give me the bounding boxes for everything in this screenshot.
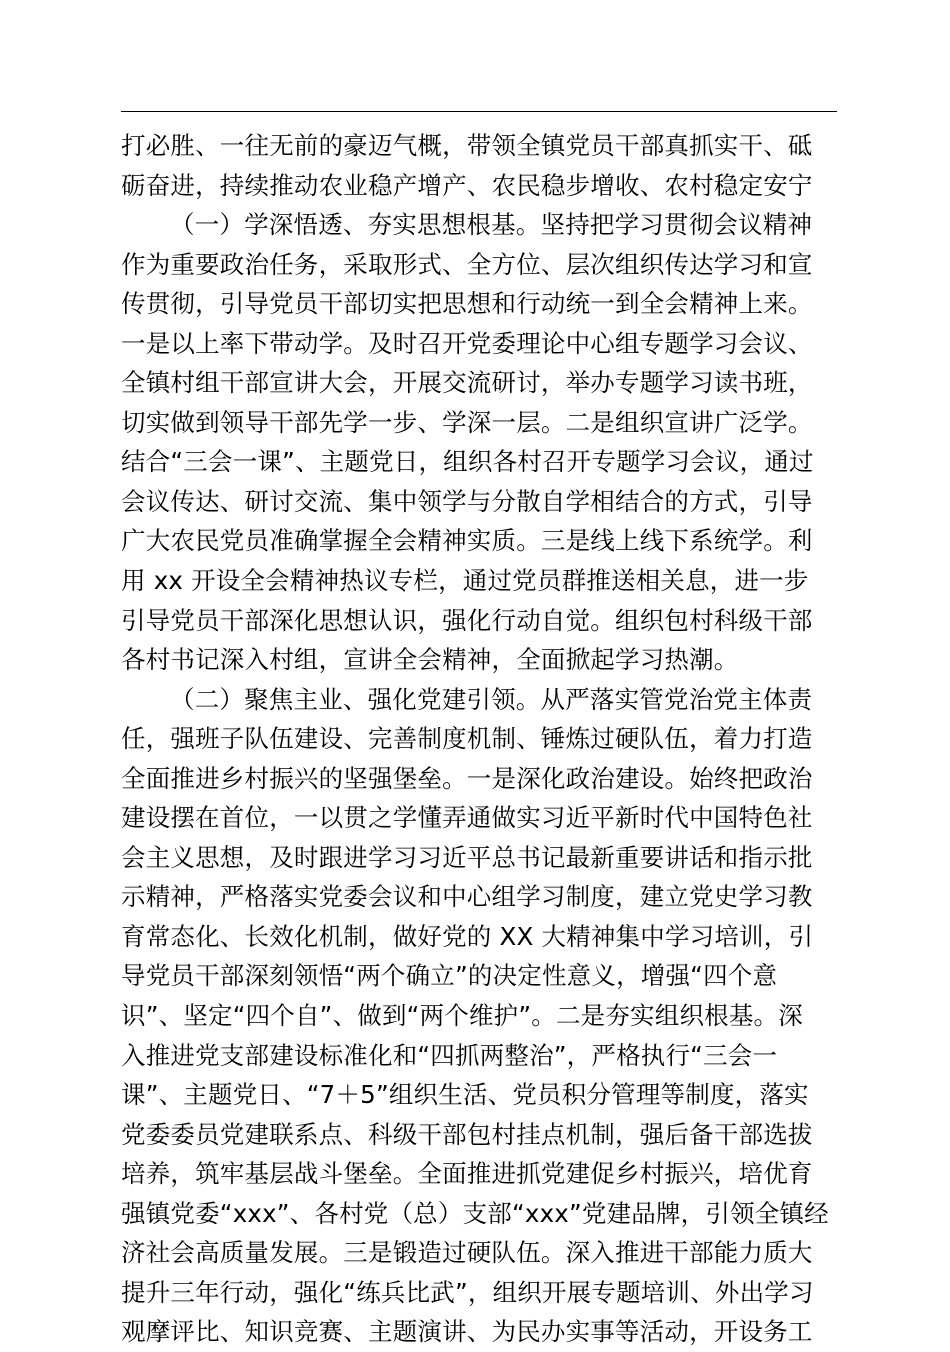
text-line: 切实做到领导干部先学一步、学深一层。二是组织宣讲广泛学。	[121, 407, 813, 437]
text-line: 任，强班子队伍建设、完善制度机制、锤炼过硬队伍，着力打造	[121, 724, 813, 754]
text-line: 结合“三会一课”、主题党日，组织各村召开专题学习会议，通过	[121, 447, 814, 477]
text-line: 打必胜、一往无前的豪迈气概，带领全镇党员干部真抓实干、砥	[121, 131, 813, 160]
text-line: 课”、主题党日、“7＋5”组织生活、党员积分管理等制度，落实	[121, 1080, 809, 1110]
text-line: 党委委员党建联系点、科级干部包村挂点机制，强后备干部选拔	[121, 1119, 813, 1149]
text-line: 会议传达、研讨交流、集中领学与分散自学相结合的方式，引导	[121, 486, 813, 516]
paragraph-heading-line: （一）学深悟透、夯实思想根基。坚持把学习贯彻会议精神	[170, 210, 813, 240]
body-text	[121, 126, 851, 1352]
text-line: 传贯彻，引导党员干部切实把思想和行动统一到全会精神上来。	[121, 289, 813, 319]
text-line: 用 xx 开设全会精神热议专栏，通过党员群推送相关息，进一步	[121, 566, 809, 596]
text-line: 引导党员干部深化思想认识，强化行动自觉。组织包村科级干部	[121, 605, 813, 635]
header-rule	[121, 111, 837, 112]
text-line: 各村书记深入村组，宣讲全会精神，全面掀起学习热潮。	[121, 645, 739, 675]
text-line: 观摩评比、知识竞赛、主题演讲、为民办实事等活动，开设务工	[121, 1317, 813, 1347]
text-line: 培养，筑牢基层战斗堡垒。全面推进抓党建促乡村振兴，培优育	[121, 1159, 813, 1189]
text-line: 提升三年行动，强化“练兵比武”，组织开展专题培训、外出学习	[121, 1277, 814, 1307]
text-line: 全镇村组干部宣讲大会，开展交流研讨，举办专题学习读书班，	[121, 368, 813, 398]
text-line: 作为重要政治任务，采取形式、全方位、层次组织传达学习和宣	[121, 249, 813, 279]
text-line: 强镇党委“xxx”、各村党（总）支部“xxx”党建品牌，引领全镇经	[121, 1198, 829, 1228]
text-line: 入推进党支部建设标准化和“四抓两整治”，严格执行“三会一	[121, 1040, 778, 1070]
text-line: 导党员干部深刻领悟“两个确立”的决定性意义，增强“四个意	[121, 961, 778, 991]
text-line: 会主义思想，及时跟进学习习近平总书记最新重要讲话和指示批	[121, 842, 813, 872]
text-line: 示精神，严格落实党委会议和中心组学习制度，建立党史学习教	[121, 882, 813, 912]
paragraph-heading-line: （二）聚焦主业、强化党建引领。从严落实管党治党主体责	[170, 684, 813, 714]
text-line: 建设摆在首位，一以贯之学懂弄通做实习近平新时代中国特色社	[121, 803, 813, 833]
text-line: 砺奋进，持续推动农业稳产增产、农民稳步增收、农村稳定安宁	[121, 170, 813, 200]
text-line: 一是以上率下带动学。及时召开党委理论中心组专题学习会议、	[121, 328, 813, 358]
text-line: 育常态化、长效化机制，做好党的 XX 大精神集中学习培训，引	[121, 921, 814, 951]
text-line: 济社会高质量发展。三是锻造过硬队伍。深入推进干部能力质大	[121, 1238, 813, 1268]
text-line: 识”、坚定“四个自”、做到“两个维护”。二是夯实组织根基。深	[121, 1001, 803, 1031]
text-line: 全面推进乡村振兴的坚强堡垒。一是深化政治建设。始终把政治	[121, 763, 813, 793]
text-line: 广大农民党员准确掌握全会精神实质。三是线上线下系统学。利	[121, 526, 813, 556]
